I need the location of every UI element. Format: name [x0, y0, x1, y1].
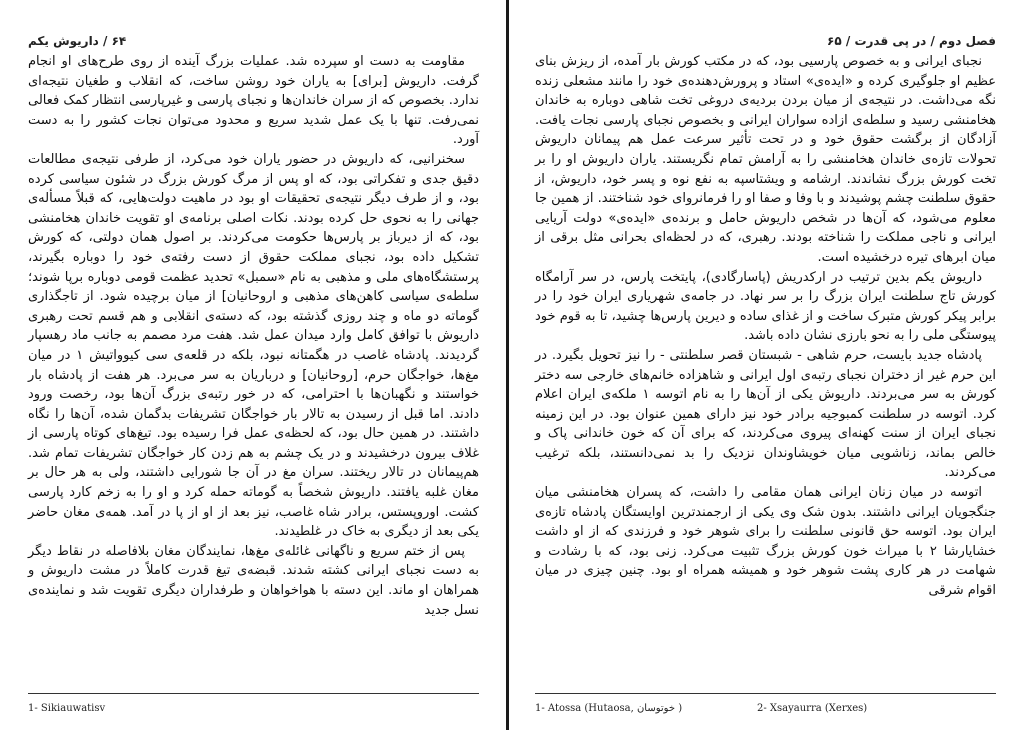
left-page	[0, 0, 507, 730]
left-paragraph-1: مقاومت به دست او سپرده شد. عملیات بزرگ آینده از روی طرح‌های او انجام گرفت. داریوش [برای] به یاران خود روشن ساخت، که انقلاب و طغیان نتیجه‌ای ندارد. بخصوص که از سران خاندان‌ها و نجبای پارسی و غیرپارسی انتظار کمک فعالی نمی‌رفت. تنها با یک عمل شدید سریع و محدود می‌توان نجات کشور را به دست آورد.	[28, 54, 479, 148]
right-footnote-rule	[535, 693, 996, 694]
right-footnote-1: 1- Atossa (Hutaosa, خوتوسان )	[535, 703, 683, 714]
left-page-header-text: ۶۴ / داریوش یکم	[28, 34, 127, 48]
left-page-header	[28, 30, 479, 52]
right-paragraph-1: نجبای ایرانی و به خصوص پارسیی بود، که در مکتب کورش بار آمده، از ریزش بنای عظیم او جلوگیری کرده و «ایده‌ی» استاد و پرورش‌دهنده‌ی خود را مانند مشعلی زنده نگه می‌داشت. در نتیجه‌ی از میان بردن بردیه‌ی دروغی تخت شاهی دوباره به خاندان هخامنشی رسید و سلطه‌ی ازاده سواران ایرانی و بخصوص نجبای پارسی نجات یافت. آزادگان از برگشت حقوق خود و در تحت تأثیر سرعت عمل هم پیمانان داریوش تحولات تازه‌ی خاندان هخامنشی را به آرامش تمام نگریستند. یاران داریوش او را بر تخت کورش بزرگ نشاندند. ارشامه و ویشتاسپه به نفع نوه و پسر خود، داریوش، از حقوق سلطنت چشم پوشیدند و با وفا و صفا او را فرمانروای خود شناختند. از همین جا معلوم می‌شود، که آن‌ها در شخص داریوش حامل و برنده‌ی «ایده‌ی» دولت آریایی ایرانی و ناجی مملکت را شناخته بودند. رهبری، که در لحظه‌ای بحرانی مثل برقی از میان ابرهای تیره درخشیده است.	[535, 54, 996, 265]
left-page-body	[28, 52, 479, 620]
right-page-body	[535, 52, 996, 601]
right-footnote-2: 2- Xsayaurra (Xerxes)	[757, 703, 868, 714]
left-footnote: 1- Sikiauwatisv	[28, 703, 106, 714]
right-paragraph-2: داریوش یکم بدین ترتیب در ارکدریش (پاسارگادی)، پایتخت پارس، در سر آرامگاه کورش تاج سلطنت ایران بزرگ را بر سر نهاد. در جامه‌ی شهریاری ایران خود را در برابر پیکر کورش متبرک ساخت و از غذای ساده و دیرین پارس‌ها چشید، تا به قوم خود پیوستگی ملی را به نحو بارزی نشان داده باشد.	[535, 269, 996, 344]
right-paragraph-4: اتوسه در میان زنان ایرانی همان مقامی را داشت، که پسران هخامنشی میان جنگجویان ایرانی داشتند. بدون شک وی یکی از ارجمندترین اوایستگان پادشاه تازه‌ی ایران بود. اتوسه حق قانونی سلطنت را برای شوهر خود و فرزندی که از او داشت خشایارشا ۲ با میراث خون کورش بزرگ تثبیت می‌کرد. زنی بود، که با رشادت و شهامت در هر کاری پشت شوهر خود و همیشه همراه او بود. چنین چیزی در میان اقوام شرقی	[535, 485, 996, 599]
left-paragraph-2: سخنرانیی، که داریوش در حضور یاران خود می‌کرد، از طرفی نتیجه‌ی مطالعات دقیق جدی و تفکراتی بود، که او پس از مرگ کورش بزرگ در شئون سیاسی کرده بود، و از طرف دیگر نتیجه‌ی تحقیقات او بود در ماهیت دولت‌هایی، که قبلاً مسأله‌ی جهانی را به نحوی حل کرده بودند. نکات اصلی برنامه‌ی او تقویت خاندان هخامنشی بود، که از دیرباز بر پارس‌ها حکومت می‌کردند. بر اصول همان دولتی، که کورش تشکیل داده بود، نجبای مملکت حقوق از دست رفته‌ی خود را دوباره بگیرند، پرستشگاه‌های ملی و مذهبی به نام «سمبل» تحدید عظمت قومی دوباره برپا شوند؛ سلطه‌ی سیاسی کاهن‌های مذهبی و اروحانیان] از میان برچیده شود. از تاجگذاری گوماته دو ماه و چند روزی گذشته بود، که دسته‌ی انقلابی و هم قسم تحت رهبری داریوش با توافق کامل وارد میدان عمل شد. هفت مرد مصمم به جانب ماد رهسپار گردیدند. پادشاه غاصب در هگمتانه نبود، بلکه در قلعه‌ی سی کیوواتیش ۱ در میان مغ‌ها، خواجگان حرم، [روحانیان] و درباریان به سر می‌برد. هر هفت از پادشاه بار خواستند و نگهبان‌ها با احترامی، که در خور رتبه‌ی بزرگ آن‌ها بود، رخصت ورود دادند. اما قبل از رسیدن به تالار بار خواجگان تشریفات بدگمان شده، آن‌ها را نگاه داشتند. در همین حال بود، که لحظه‌ی عمل فرا رسیده بود. تیغ‌های کوتاه پارسی از غلاف بیرون درخشیدند و در یک چشم به هم زدن کار خواجگان تشریفات تمام شد. هم‌پیمانان در تالار ریختند. سران مغ در آن جا شورایی داشتند، ولی به هر حال بر مغان غلبه یافتند. داریوش شخصاً به گوماته حمله کرد و او را به زخم کارد پارسی کشت. اوروپستس، برادر شاه غاصب، نیز بعد از او از پا در آمد. همه‌ی مغان حاضر یکی بعد از دیگری به خاک در غلطیدند.	[28, 151, 479, 540]
right-page	[507, 0, 1024, 730]
left-paragraph-3: پس از ختم سریع و ناگهانی غائله‌ی مغ‌ها، نمایندگان مغان بلافاصله در نقاط دیگر به دست نجبای ایرانی کشته شدند. قبضه‌ی تیغ قدرت کاملاً در مشت داریوش و همراهان او ماند. این دسته با هواخواهان و طرفداران دیگری تقویت شد و نماینده‌ی نسل جدید	[28, 543, 479, 618]
right-paragraph-3: پادشاه جدید بایست، حرم شاهی - شبستان قصر سلطنتی - را نیز تحویل بگیرد. در این حرم غیر از دختران نجبای رتبه‌ی اول ایرانی و شاهزاده خانم‌های خارجی سه دختر کورش به سر می‌بردند. داریوش یکی از آن‌ها را به نام اتوسه ۱ ملکه‌ی ایران اعلام کرد. اتوسه در سلطنت کمبوجیه برادر خود نیز دارای همین عنوان بود. در این زمینه نجبای ایران از سنت کهنه‌ای پیروی می‌کردند، که برای آن که خون خاندانی پاک و خالص بماند، زناشویی میان خویشاوندان نزدیک را بد نمی‌دانستند، بلکه ترغیب می‌کردند.	[535, 347, 996, 481]
right-page-header: فصل دوم / در پی قدرت / ۶۵	[827, 34, 996, 48]
left-footnote-rule	[28, 693, 479, 694]
